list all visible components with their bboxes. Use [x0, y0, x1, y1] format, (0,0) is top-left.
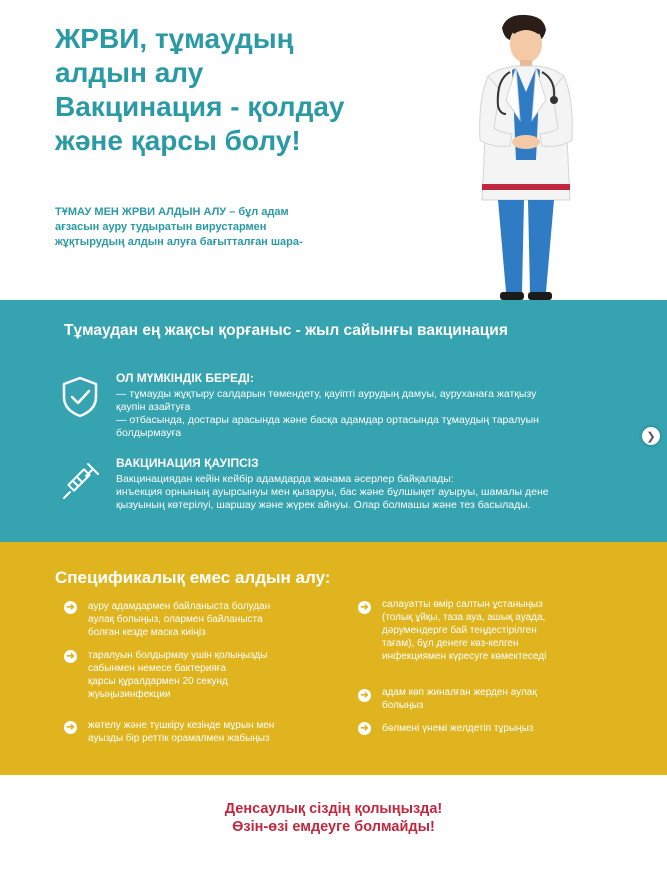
tip-line: аулақ болыңыз, олармен байланыста [88, 614, 263, 625]
tip-item [382, 686, 622, 712]
footer-message [0, 800, 667, 836]
intro-line: жұқтырудың алдын алуға бағытталған шара- [55, 236, 303, 248]
tip-item [88, 649, 318, 701]
page-title [55, 22, 425, 158]
intro-line: ағзасын ауру тудыратын вирустармен [55, 221, 267, 233]
title-line: ЖРВИ, тұмаудың [55, 23, 294, 54]
tip-line: дәрумендерге бай теңдестірілген [382, 625, 537, 636]
title-line: және қарсы болу! [55, 125, 301, 156]
benefits-line: — тұмауды жұқтыру салдарын төмендету, қауіпті аурудың дамуы, ауруханаға жатқызу [116, 388, 537, 400]
nonspecific-title: Спецификалық емес алдын алу: [55, 568, 331, 587]
tip-line: тағам), бұл денеге көз-келген [382, 638, 519, 649]
carousel-next-button[interactable] [642, 427, 660, 445]
tip-item [382, 598, 622, 663]
shield-check-icon [60, 375, 100, 419]
footer-line: Өзін-өзі емдеуге болмайды! [232, 819, 435, 835]
benefits-line: — отбасында, достары арасында және басқа адамдар ортасында тұмаудың таралуын [116, 414, 539, 426]
title-line: алдын алу [55, 57, 204, 88]
safety-block [116, 457, 549, 512]
syringe-icon [58, 458, 104, 504]
safety-line: қызуының көтерілуі, шаршау және жүрек айнуы. Олар болмашы және тез басылады. [116, 499, 531, 511]
tip-line: ауызды бір реттік орамалмен жабыңыз [88, 733, 270, 744]
tip-item [382, 722, 622, 735]
intro-line: ТҰМАУ МЕН ЖРВИ АЛДЫН АЛУ – бұл адам [55, 206, 289, 218]
tip-line: (толық ұйқы, таза ауа, ашық ауада, [382, 612, 546, 623]
tip-line: болыңыз [382, 700, 424, 711]
tip-line: инфекциямен күресуге көмектеседі [382, 651, 547, 662]
tip-item [88, 600, 318, 639]
tip-line: адам көп жиналған жерден аулақ [382, 687, 537, 698]
tip-item [88, 719, 328, 745]
footer-line: Денсаулық сіздің қолыңызда! [224, 801, 443, 817]
benefits-heading: ОЛ МҮМКІНДІК БЕРЕДІ: [116, 371, 254, 385]
chevron-right-icon: ❯ [646, 430, 656, 443]
tip-line: салауатты өмір салтын ұстаныңыз [382, 599, 543, 610]
arrow-right-icon: ➜ [358, 722, 371, 735]
tip-line: сабынмен немесе бактерияға [88, 663, 226, 674]
tip-line: жуыңызинфекции [88, 689, 171, 700]
benefits-block [116, 372, 539, 440]
tip-line: ауру адамдармен байланыста болудан [88, 601, 271, 612]
safety-line: Вакцинациядан кейін кейбір адамдарда жанама әсерлер байқалады: [116, 473, 454, 485]
arrow-right-icon: ➜ [64, 601, 77, 614]
arrow-right-icon: ➜ [358, 601, 371, 614]
safety-heading: ВАКЦИНАЦИЯ ҚАУІПСІЗ [116, 456, 259, 470]
tip-line: жөтелу және түшкіру кезінде мұрын мен [88, 720, 275, 731]
tip-line: бөлмені үнемі желдетіп тұрыңыз [382, 723, 534, 734]
safety-line: инъекция орнының ауырсынуы мен қызаруы, бас және бұлшықет ауыруы, шамалы дене [116, 486, 549, 498]
vaccination-title: Тұмаудан ең жақсы қорғаныс - жыл сайынғы вакцинация [64, 322, 508, 339]
intro-text [55, 205, 375, 250]
arrow-right-icon: ➜ [64, 650, 77, 663]
tip-line: қарсы құралдармен 20 секунд [88, 676, 228, 687]
benefits-line: қаупін азайтуға [116, 401, 191, 413]
tip-line: таралуын болдырмау үшін қолыңызды [88, 650, 268, 661]
arrow-right-icon: ➜ [64, 721, 77, 734]
title-line: Вакцинация - қолдау [55, 91, 345, 122]
doctor-illustration [440, 10, 615, 306]
arrow-right-icon: ➜ [358, 689, 371, 702]
benefits-line: болдырмауға [116, 427, 182, 439]
tip-line: болған кезде маска киіңіз [88, 627, 206, 638]
